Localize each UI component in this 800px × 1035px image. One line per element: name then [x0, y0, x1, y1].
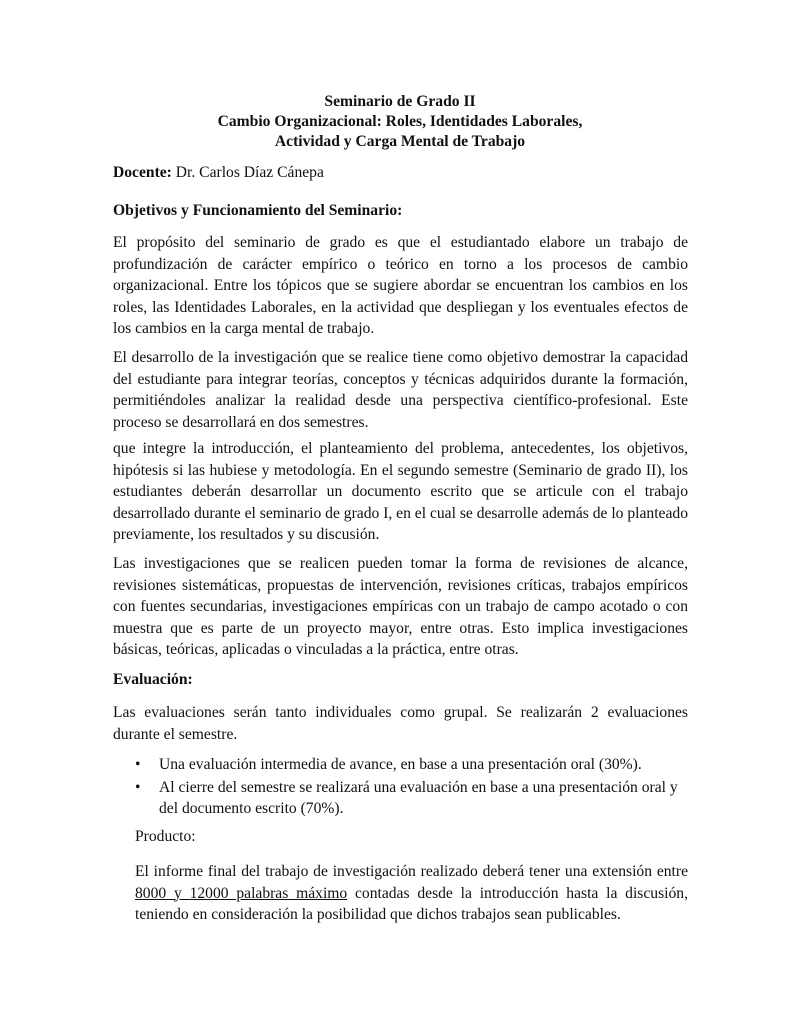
- objetivos-paragraph-3: que integre la introducción, el planteamiento del problema, antecedentes, los objetivos, hipótesis si las hubiese y metodología. En el segundo semestre (Seminario de grado II), los estudiantes deberán desarrollar un documento escrito que se articule con el trabajo desarrollado durante el seminario de grado I, en el cual se desarrolle además de lo planteado previamente, los resultados y su discusión.: [113, 440, 688, 543]
- evaluacion-list: [113, 754, 688, 821]
- bullet-icon: •: [135, 778, 141, 796]
- docente-line: [113, 164, 688, 182]
- docente-label: Docente:: [113, 164, 172, 181]
- title-line-2: Cambio Organizacional: Roles, Identidades Laborales,: [217, 113, 583, 130]
- list-item-text: Al cierre del semestre se realizará una evaluación en base a una presentación oral y del documento escrito (70%).: [159, 778, 678, 817]
- objetivos-paragraph-1: El propósito del seminario de grado es que el estudiantado elabore un trabajo de profundización de carácter empírico o teórico en torno a los procesos de cambio organizacional. Entre los tópicos que se sugiere abordar se encuentran los cambios en los roles, las Identidades Laborales, en la actividad que despliegan y los eventuales efectos de los cambios en la carga mental de trabajo.: [113, 234, 688, 337]
- document-title: [0, 92, 800, 152]
- objetivos-paragraph-2: El desarrollo de la investigación que se realice tiene como objetivo demostrar la capacidad del estudiante para integrar teorías, conceptos y técnicas adquiridos durante la formación, permitiéndoles analizar la realidad desde una perspectiva científico-profesional. Este proceso se desarrollará en dos semestres.: [113, 349, 688, 431]
- title-line-1: Seminario de Grado II: [324, 93, 476, 110]
- producto-text-before: El informe final del trabajo de investigación realizado deberá tener una extensión entre: [135, 863, 688, 880]
- evaluacion-heading: Evaluación:: [113, 671, 193, 688]
- producto-label: Producto:: [135, 828, 196, 845]
- title-line-3: Actividad y Carga Mental de Trabajo: [274, 133, 526, 150]
- objetivos-heading: Objetivos y Funcionamiento del Seminario:: [113, 202, 403, 219]
- bullet-icon: •: [135, 756, 141, 773]
- producto-text-after: contadas desde la introducción hasta la discusión, teniendo en consideración la posibilidad que dichos trabajos sean publicables.: [135, 884, 688, 923]
- docente-name: Dr. Carlos Díaz Cánepa: [171, 164, 324, 181]
- objetivos-paragraph-4: Las investigaciones que se realicen pueden tomar la forma de revisiones de alcance, revisiones sistemáticas, propuestas de intervención, revisiones críticas, trabajos empíricos con fuentes secundarias, investigaciones empíricas con un trabajo de campo acotado o con muestra que es parte de un proyecto mayor, entre otras. Esto implica investigaciones básicas, teóricas, aplicadas o vinculadas a la práctica, entre otras.: [113, 555, 688, 658]
- list-item-text: Una evaluación intermedia de avance, en base a una presentación oral (30%).: [159, 756, 642, 773]
- producto-paragraph: [135, 861, 688, 926]
- list-item: [113, 754, 688, 776]
- producto-word-limit: 8000 y 12000 palabras máximo: [135, 884, 348, 902]
- evaluacion-intro: Las evaluaciones serán tanto individuales como grupal. Se realizarán 2 evaluaciones durante el semestre.: [113, 704, 688, 743]
- list-item: [113, 777, 688, 820]
